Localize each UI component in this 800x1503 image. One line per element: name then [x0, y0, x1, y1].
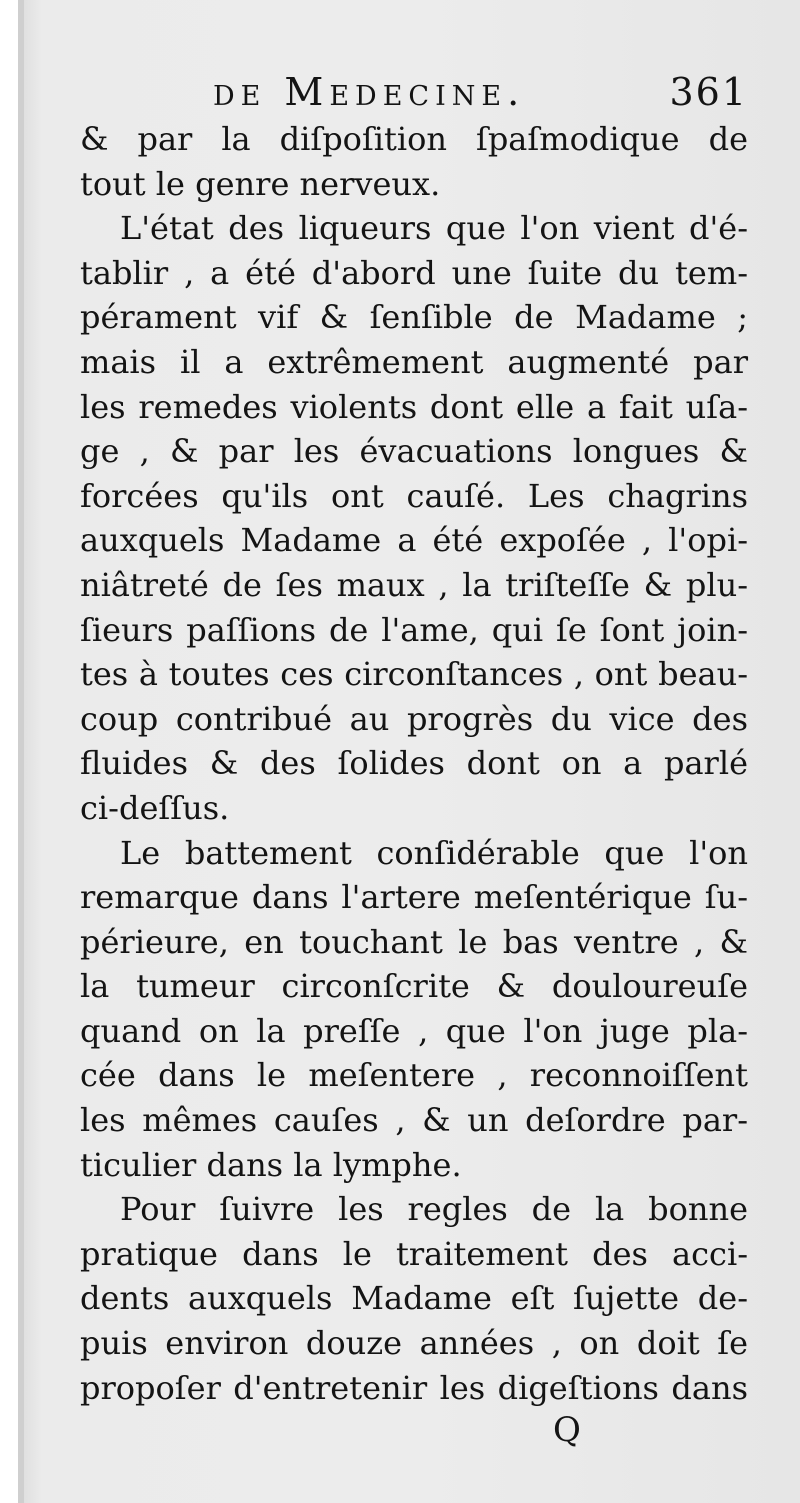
- text-line: propoſer d'entretenir les digeſtions dans: [80, 1368, 748, 1407]
- text-line: Pour ſuivre les regles de la bonne: [120, 1190, 748, 1229]
- text-line: Le battement conſidérable que l'on: [120, 833, 748, 872]
- text-line: remarque dans l'artere meſentérique ſu-: [80, 878, 748, 917]
- text-line: puis environ douze années , on doit ſe: [80, 1324, 748, 1363]
- text-line: les remedes violents dont elle a fait uſa-: [80, 387, 748, 426]
- text-line: & par la diſpoſition ſpaſmodique de: [80, 120, 748, 158]
- text-line: ticulier dans la lymphe.: [80, 1145, 462, 1184]
- text-line: auxquels Madame a été expoſée , l'opi-: [80, 521, 748, 560]
- text-line: pratique dans le traitement des acci-: [80, 1234, 748, 1273]
- text-line: forcées qu'ils ont cauſé. Les chagrins: [80, 476, 748, 515]
- body-text: [80, 117, 748, 1410]
- text-line: pérament vif & ſenſible de Madame ;: [80, 298, 748, 337]
- text-line: cée dans le meſentere , reconnoiſſent: [80, 1056, 748, 1095]
- text-line: mais il a extrêmement augmenté par: [80, 342, 748, 381]
- text-line: fluides & des ſolides dont on a parlé: [80, 744, 748, 783]
- text-line: niâtreté de ſes maux , la triſteſſe & plu-: [80, 565, 748, 604]
- text-line: coup contribué au progrès du vice des: [80, 699, 748, 738]
- text-line: tout le genre nerveux.: [80, 164, 441, 203]
- page-number: 361: [669, 70, 748, 114]
- text-line: ſieurs paſſions de l'ame, qui ſe ſont join-: [80, 610, 748, 649]
- text-line: la tumeur circonſcrite & douloureuſe: [80, 967, 748, 1006]
- text-line: tes à toutes ces circonſtances , ont beau-: [80, 655, 748, 694]
- catchword: Q: [553, 1410, 581, 1450]
- book-page: [18, 0, 800, 1503]
- running-title: de Medecine.: [213, 70, 526, 114]
- text-line: périeure, en touchant le bas ventre , &: [80, 922, 748, 961]
- running-head: [213, 70, 748, 120]
- text-line: les mêmes cauſes , & un deſordre par-: [80, 1101, 748, 1140]
- text-line: tablir , a été d'abord une ſuite du tem-: [80, 253, 748, 292]
- text-line: ge , & par les évacuations longues &: [80, 432, 748, 471]
- text-line: ci-deſſus.: [80, 788, 230, 827]
- text-line: L'état des liqueurs que l'on vient d'é-: [120, 209, 748, 248]
- text-line: dents auxquels Madame eſt ſujette de-: [80, 1279, 748, 1318]
- text-line: quand on la preſſe , que l'on juge pla-: [80, 1011, 748, 1050]
